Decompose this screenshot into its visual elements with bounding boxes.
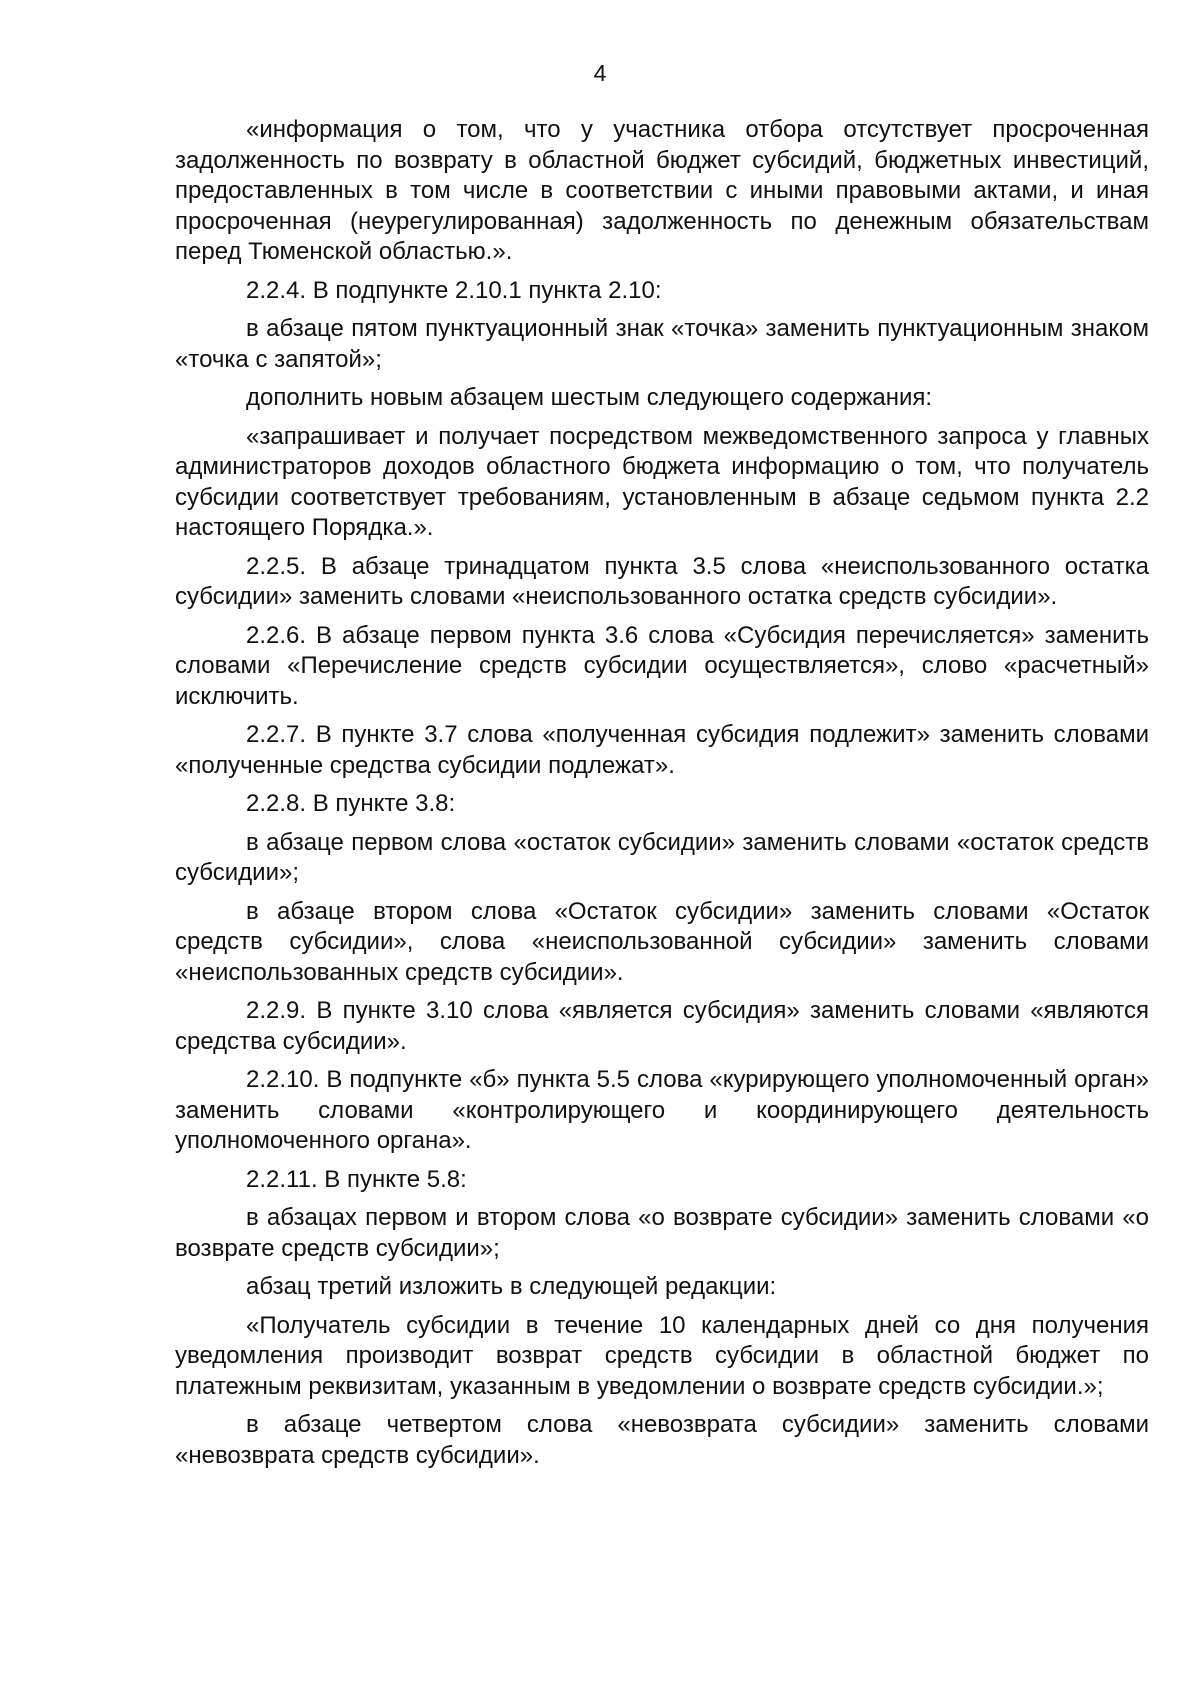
paragraph-2-2-11: 2.2.11. В пункте 5.8: xyxy=(246,1165,467,1193)
paragraph-third-abzac-new-edition: абзац третий изложить в следующей редакции: xyxy=(246,1273,777,1300)
paragraph-second-abzac-remainder: в абзаце втором слова «Остаток субсидии» заменить словами «Остаток средств субсидии», слова «неиспользованной субсидии» заменить словами «неиспользованных средств субсидии». xyxy=(175,897,1149,986)
paragraph-quote-request: «запрашивает и получает посредством межведомственного запроса у главных администраторов доходов областного бюджета информацию о том, что получатель субсидии соответствует требованиям, установленным в абзаце седьмом пункта 2.2 настоящего Порядка.». xyxy=(175,422,1149,541)
paragraph-fifth-abzac-punctuation: в абзаце пятом пунктуационный знак «точка» заменить пунктуационным знаком «точка с запятой»; xyxy=(175,315,1149,373)
paragraph-2-2-6: 2.2.6. В абзаце первом пункта 3.6 слова «Субсидия перечисляется» заменить словами «Перечисление средств субсидии осуществляется», слово «расчетный» исключить. xyxy=(175,621,1149,710)
paragraph-2-2-4: 2.2.4. В подпункте 2.10.1 пункта 2.10: xyxy=(246,276,662,304)
paragraph-2-2-5: 2.2.5. В абзаце тринадцатом пункта 3.5 слова «неиспользованного остатка субсидии» заменить словами «неиспользованного остатка средств субсидии». xyxy=(175,552,1149,610)
paragraph-2-2-8: 2.2.8. В пункте 3.8: xyxy=(246,790,456,817)
paragraph-2-2-9: 2.2.9. В пункте 3.10 слова «является субсидия» заменить словами «являются средства субсидии». xyxy=(175,997,1149,1055)
paragraph-2-2-7: 2.2.7. В пункте 3.7 слова «полученная субсидия подлежит» заменить словами «полученные средства субсидии подлежат». xyxy=(175,721,1149,779)
document-body xyxy=(175,115,1149,1479)
paragraph-add-sixth-abzac: дополнить новым абзацем шестым следующего содержания: xyxy=(246,384,933,411)
paragraph-first-abzac-remainder: в абзаце первом слова «остаток субсидии» заменить словами «остаток средств субсидии»; xyxy=(175,828,1149,886)
page-number: 4 xyxy=(593,60,607,86)
paragraph-quote-information: «информация о том, что у участника отбора отсутствует просроченная задолженность по возврату в областной бюджет субсидий, бюджетных инвестиций, предоставленных в том числе в соответствии с иными правовыми актами, и иная просроченная (неурегулированная) задолженность по денежным обязательствам перед Тюменской областью.». xyxy=(175,116,1149,265)
paragraph-2-2-10: 2.2.10. В подпункте «б» пункта 5.5 слова «курирующего уполномоченный орган» заменить словами «контролирующего и координирующего деятельность уполномоченного органа». xyxy=(175,1066,1149,1154)
paragraph-fourth-abzac-nonreturn: в абзаце четвертом слова «невозврата субсидии» заменить словами «невозврата средств субсидии». xyxy=(175,1411,1149,1469)
paragraph-first-second-abzac-return: в абзацах первом и втором слова «о возврате субсидии» заменить словами «о возврате средств субсидии»; xyxy=(175,1204,1149,1262)
paragraph-quote-recipient: «Получатель субсидии в течение 10 календарных дней со дня получения уведомления производит возврат средств субсидии в областной бюджет по платежным реквизитам, указанным в уведомлении о возврате средств субсидии.»; xyxy=(175,1311,1149,1400)
